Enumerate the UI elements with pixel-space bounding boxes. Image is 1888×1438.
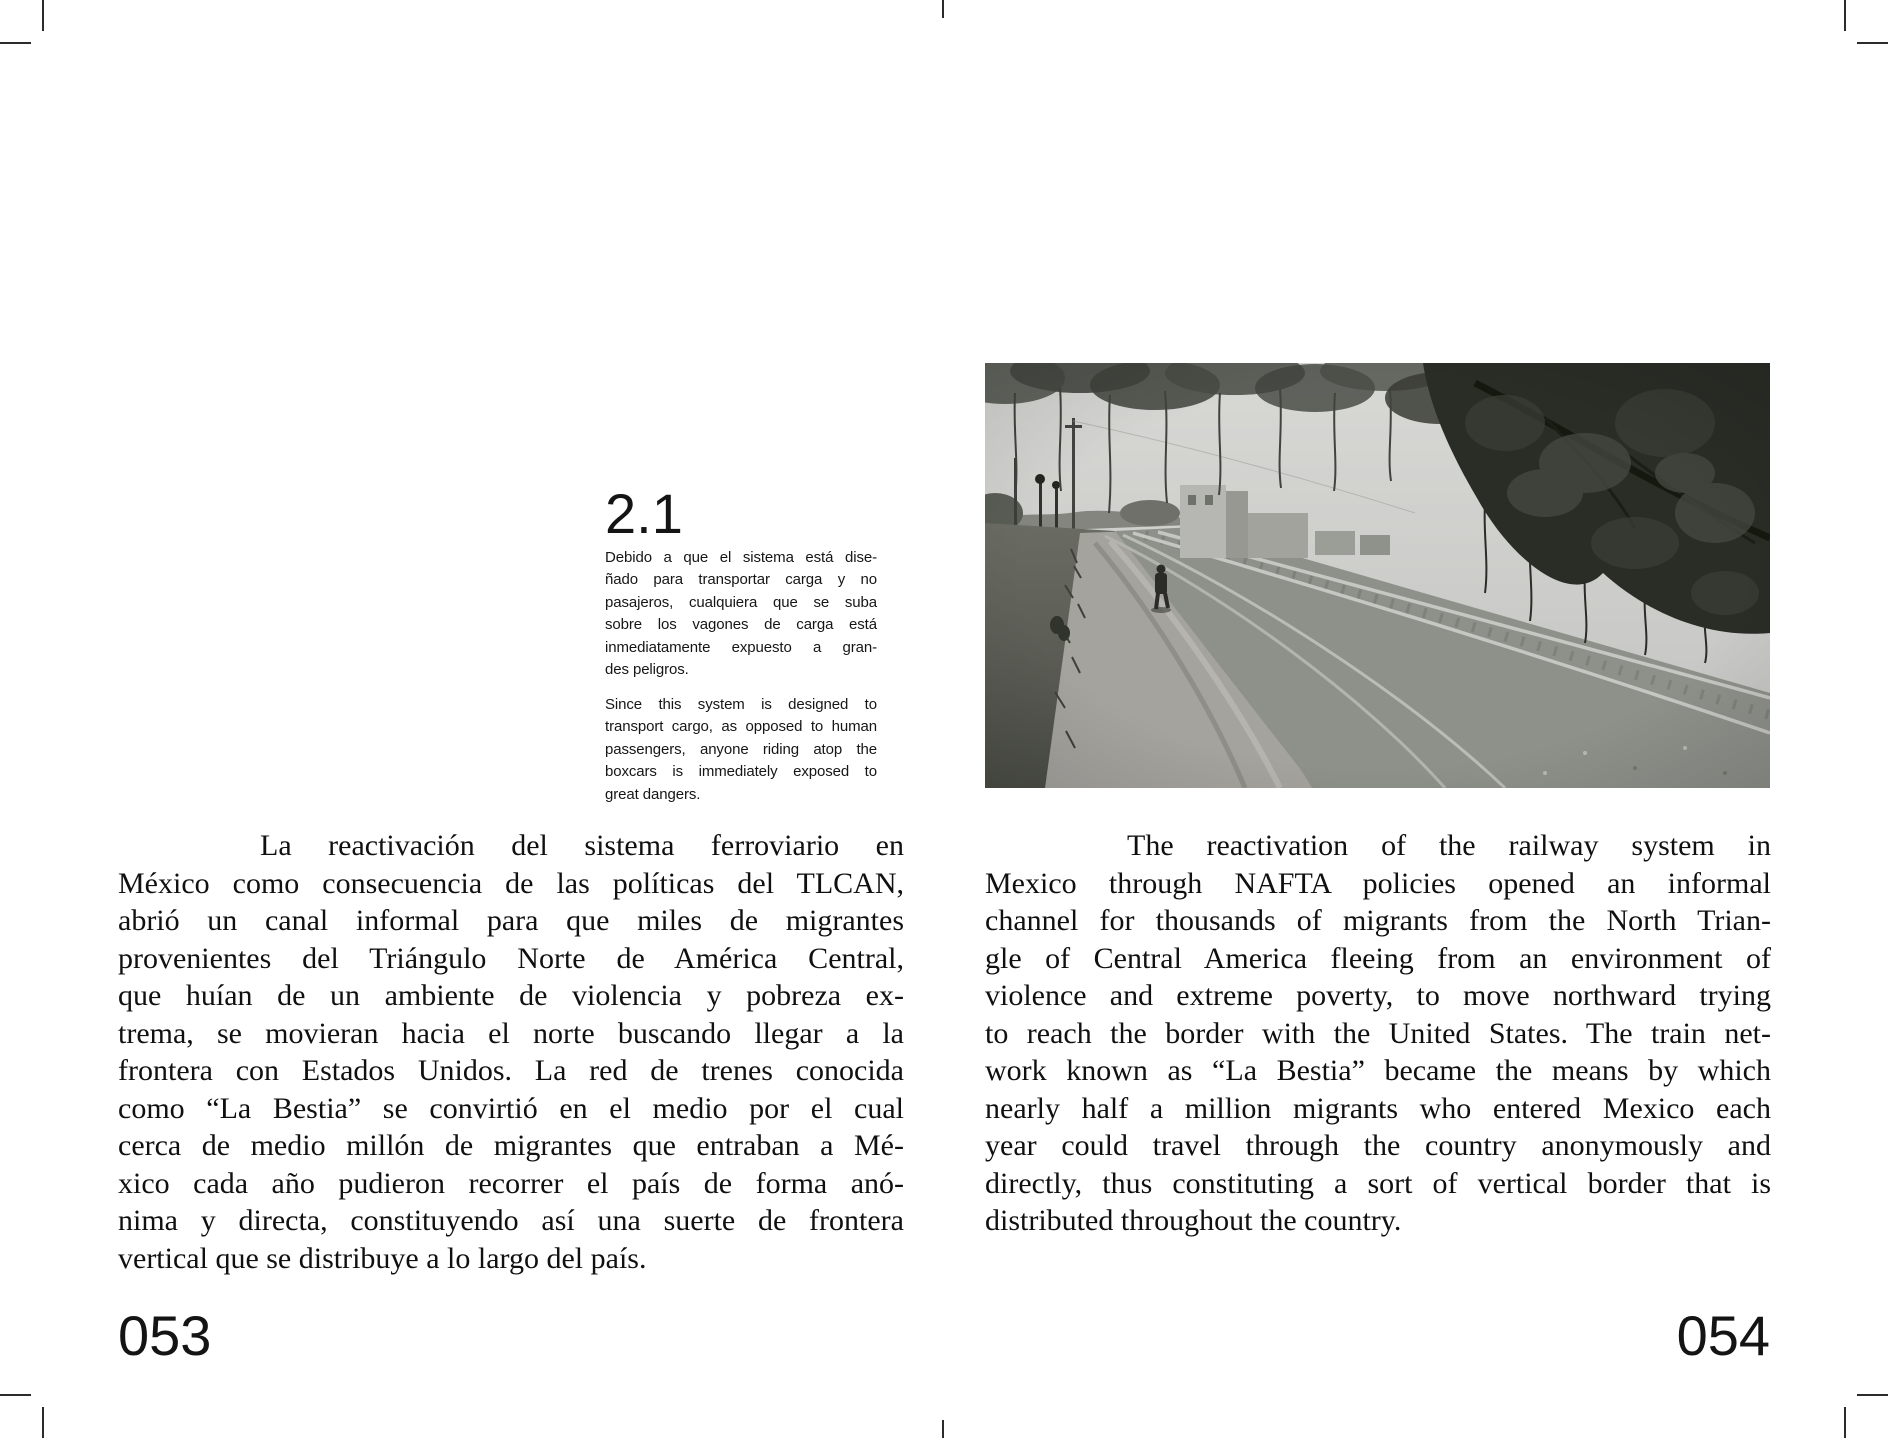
text-line: sobre los vagones de carga está bbox=[605, 616, 877, 634]
text-line: year could travel through the country anonymously and bbox=[985, 1129, 1771, 1162]
text-line: frontera con Estados Unidos. La red de trenes conocida bbox=[118, 1054, 904, 1087]
railway-photo-art bbox=[985, 363, 1770, 788]
text-line: distributed throughout the country. bbox=[985, 1204, 1402, 1237]
page-number-left: 053 bbox=[118, 1304, 212, 1367]
text-line: nima y directa, constituyendo así una suerte de frontera bbox=[118, 1204, 904, 1237]
crop-mark-bottom-right-vertical bbox=[1844, 1407, 1846, 1438]
text-line: vertical que se distribuye a lo largo del país. bbox=[118, 1241, 647, 1275]
text-line: cerca de medio millón de migrantes que entraban a Mé- bbox=[118, 1129, 904, 1162]
railway-photo bbox=[985, 363, 1770, 788]
caption-english bbox=[605, 694, 877, 806]
fold-mark-bottom bbox=[942, 1420, 944, 1438]
section-number: 2.1 bbox=[605, 482, 683, 545]
text-line: Mexico through NAFTA policies opened an informal bbox=[985, 866, 1771, 900]
crop-mark-top-left-horizontal bbox=[0, 42, 31, 44]
text-line: inmediatamente expuesto a gran- bbox=[605, 638, 877, 656]
crop-mark-bottom-right-horizontal bbox=[1857, 1394, 1888, 1396]
text-line: boxcars is immediately exposed to bbox=[605, 763, 877, 781]
crop-mark-top-left-vertical bbox=[42, 0, 44, 31]
paragraph-spanish bbox=[118, 827, 904, 1277]
text-line: Debido a que el sistema está dise- bbox=[605, 549, 877, 566]
text-line: transport cargo, as opposed to human bbox=[605, 718, 877, 736]
text-line: nearly half a million migrants who entered Mexico each bbox=[985, 1091, 1771, 1125]
text-line: des peligros. bbox=[605, 661, 689, 679]
page-number-right: 054 bbox=[1676, 1304, 1770, 1367]
text-line: trema, se movieran hacia el norte buscando llegar a la bbox=[118, 1016, 904, 1050]
text-line: channel for thousands of migrants from the North Trian- bbox=[985, 904, 1771, 937]
text-line: passengers, anyone riding atop the bbox=[605, 740, 877, 758]
text-line: ñado para transportar carga y no bbox=[605, 571, 877, 589]
crop-mark-bottom-left-vertical bbox=[42, 1407, 44, 1438]
paragraph-english bbox=[985, 827, 1771, 1240]
text-line: La reactivación del sistema ferroviario en bbox=[260, 829, 904, 862]
text-line: abrió un canal informal para que miles de migrantes bbox=[118, 904, 904, 937]
crop-mark-top-right-vertical bbox=[1844, 0, 1846, 31]
text-line: pasajeros, cualquiera que se suba bbox=[605, 593, 877, 611]
text-line: great dangers. bbox=[605, 785, 701, 803]
text-line: The reactivation of the railway system in bbox=[1127, 829, 1771, 862]
text-line: directly, thus constituting a sort of vertical border that is bbox=[985, 1166, 1771, 1200]
text-line: to reach the border with the United States. The train net- bbox=[985, 1016, 1771, 1050]
crop-mark-top-right-horizontal bbox=[1857, 42, 1888, 44]
text-line: que huían de un ambiente de violencia y pobreza ex- bbox=[118, 979, 904, 1012]
text-line: work known as “La Bestia” became the means by which bbox=[985, 1054, 1771, 1087]
text-line: violence and extreme poverty, to move northward trying bbox=[985, 979, 1771, 1012]
text-line: provenientes del Triángulo Norte de América Central, bbox=[118, 941, 904, 975]
text-line: como “La Bestia” se convirtió en el medio por el cual bbox=[118, 1091, 904, 1125]
text-line: xico cada año pudieron recorrer el país de forma anó- bbox=[118, 1166, 904, 1200]
caption-spanish bbox=[605, 547, 877, 681]
crop-mark-bottom-left-horizontal bbox=[0, 1394, 31, 1396]
text-line: Since this system is designed to bbox=[605, 696, 877, 713]
fold-mark-top bbox=[942, 0, 944, 18]
text-line: gle of Central America fleeing from an environment of bbox=[985, 941, 1771, 975]
text-line: México como consecuencia de las políticas del TLCAN, bbox=[118, 866, 904, 900]
